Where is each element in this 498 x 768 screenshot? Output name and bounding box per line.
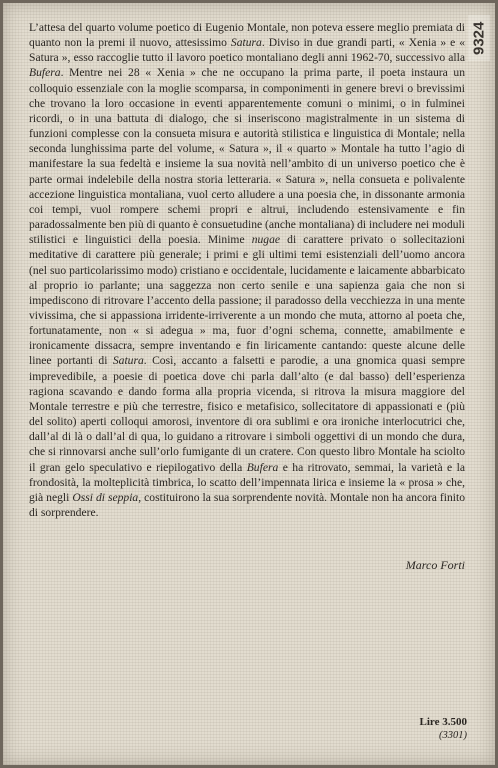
book-back-cover — [3, 3, 495, 765]
price-label: Lire 3.500 — [419, 716, 467, 728]
blurb-italic-segment: Satura — [230, 36, 262, 50]
blurb-italic-segment: Bufera — [29, 66, 61, 80]
price-code: (3301) — [439, 730, 467, 741]
blurb-segment: L’attesa del quarto volume poetico di Eugenio Montale, non poteva essere meglio premiata di quanto non la premi il nuovo, attesissimo — [29, 21, 465, 50]
blurb-segment: . Così, accanto a falsetti e parodie, a una gnomica quasi sempre imprevedibile, a poesie di poetica dove chi parla dall’alto (e dal basso) dell’esperienza ragiona scavando e dando forma alla propria vicenda, si ritrova la misura maggiore del Montale terrestre e più che terrestre, fisico e metafisico, sollecitatore di appassionati e (più del solito) aperti colloqui amorosi, inventore di ora sublimi e ora ironiche interlocutrici che, dall’al di là o dall’al di qua, lo guidano a ritrovare i simboli oggettivi di un mondo che dura, che si rinnovarsi anche sull’orlo fumigante di un cratere. Con questo libro Montale ha sciolto il gran gelo speculativo e riepilogativo della — [29, 354, 465, 474]
catalog-code: 9324 — [468, 15, 490, 61]
blurb-segment: , costituirono la sua sorprendente novità. Montale non ha ancora finito di sorprendere. — [29, 490, 465, 519]
blurb-segment: . Diviso in due grandi parti, « Xenia » e « Satura », esso raccoglie tutto il lavoro poetico montaliano degli anni 1962-70, successivo alla — [29, 36, 465, 65]
blurb-italic-segment: Ossi di seppia — [72, 490, 139, 504]
blurb-text — [29, 20, 465, 520]
blurb-italic-segment: nugae — [251, 233, 281, 247]
blurb-segment: e ha ritrovato, semmai, la varietà e la frondosità, la molteplicità timbrica, lo scatto dell’impennata lirica e insieme la « prosa » che, già negli — [29, 460, 465, 504]
blurb-italic-segment: Bufera — [246, 460, 279, 474]
blurb-segment: . Mentre nei 28 « Xenia » che ne occupano la prima parte, il poeta instaura un colloquio essenziale con la moglie scomparsa, in componimenti in genere brevi o brevissimi che trovano la loro occasione in eventi apparentemente comuni o minimi, o in fulminei ricordi, o in una battuta di dialogo, che si inseriscono magistralmente in un sistema di funzioni complesse con la consueta misura e autorità stilistica e linguistica di Montale; nella seconda lunghissima parte del volume, « Satura », il « quarto » Montale ha tutto l’agio di manifestare la sua fedeltà e insieme la sua novità nell’ambito di un universo poetico che è parte ormai indelebile della nostra storia letteraria. « Satura », nella consueta e polivalente accezione linguistica montaliana, vuol certo alludere a una poesia che, in dissonante armonia coi tempi, vuol rompere schemi propri e altrui, includendo estensivamente e fin paradossalmente ben più di quanto è consuetudine (anche montaliana) di includere nei moduli stilistici e linguistici della poesia. Minime — [29, 66, 465, 247]
blurb-italic-segment: Satura — [112, 354, 144, 368]
blurb-segment: di carattere privato o sollecitazioni meditative di carattere più generale; i primi e gli ultimi temi esistenziali dell’uomo ancora (nel suo particolarissimo modo) cristiano e occidentale, lucidamente e laicamente abbarbicato al proprio io parlante; una saggezza non certo senile e una sapienza gaia che non si impediscono di ritrovare l’accento della passione; il paradosso della vecchiezza in una mente vivissima, che si appassiona irridente-irriverente a un mondo che muta, attorno al poeta che, fortunatamente, non « si adegua » ma, fuor d’ogni schema, connette, amabilmente e ironicamente dissacra, sempre inventando e fin liricamente cantando: queste alcune delle linee portanti di — [29, 233, 465, 368]
author-signature: Marco Forti — [405, 558, 465, 572]
